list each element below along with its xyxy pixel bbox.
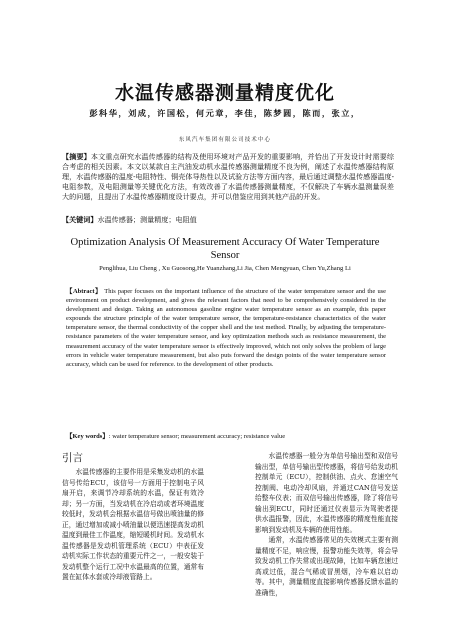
section-heading-introduction: 引言 <box>62 452 83 464</box>
authors-en: Penglihua, Liu Cheng , Xu Guosong,He Yuanzhang,Li Jia, Chen Mengyuan, Chen Yu,Zhang Li <box>99 265 351 272</box>
keywords-cn-text: 水温传感器；测量精度；电阻值 <box>97 215 197 224</box>
keywords-en <box>66 432 386 441</box>
authors-cn: 彭科华，刘成，许国松，何元章，李佳，陈梦圆，陈而，张立， <box>89 108 361 118</box>
abstract-en <box>66 287 386 369</box>
abstract-en-label: 【Abtract】 <box>66 288 103 295</box>
keywords-cn-label: 【关键词】 <box>62 215 98 224</box>
body-paragraph: 水温传感器一般分为单信号输出型和双信号输出型，单信号输出型传感器，将信号给发动机控制单元（ECU），控制供油、点火、怠速空气控制阀、电动冷却风扇，并通过CAN信号发送给整车仪表；而双信号输出传感器，除了将信号输出到ECU，同时还通过仪表显示为驾驶者提供水温报警，因此，水温传感器的精度性能直接影响到发动机及车辆的使用性能。 <box>255 452 398 534</box>
keywords-en-label: 【Key words】 <box>66 433 109 440</box>
body-column-left <box>62 451 204 583</box>
body-column-right <box>255 451 398 598</box>
affiliation-cn: 东风汽车集团有限公司技术中心 <box>178 137 272 143</box>
paper-title-cn: 水温传感器测量精度优化 <box>114 82 335 104</box>
abstract-en-text: This paper focuses on the important influence of the structure of the water temperature sensor and the use environment on product development, and gives the relevant factors that need to be comprehensively considered in the development and design. Taking an autonomous gasoline engine water temperature sensor as an example, this paper expounds the structure principle of the water temperature sensor, the temperature-resistance characteristics of the water temperature sensor, the thermal conductivity of the copper shell and the test method. Finally, by adjusting the temperature-resistance parameters of the water temperature sensor, and key optimization methods such as resistance measurement, the measurement accuracy of the water temperature sensor is effectively improved, which not only solves the problem of large errors in vehicle water temperature measurement, but also puts forward the design points of the water temperature sensor accuracy, which can be used for reference. to the development of other products. <box>66 288 387 368</box>
abstract-cn-text: 本文重点研究水温传感器的结构及使用环境对产品开发的重要影响，并恰出了开发设计时需要综合考虑的相关因素。本文以某款自主汽油发动机水温传感器测量精度不良为例，阐述了水温传感器结构原理，水温传感器的温度-电阻特性、铜壳体导热性以及试验方法等方面内容，最后通过调整水温传感器温度-电阻参数，及电阻测量等关键优化方法，有效改善了水温传感器测量精度，不仅解决了车辆水温测量误差大的问题，且提出了水温传感器精度设计要点，并可以借鉴应用到其他产品的开发。 <box>62 152 395 202</box>
abstract-cn <box>62 152 394 202</box>
keywords-cn <box>62 215 394 225</box>
body-paragraph: 水温传感器的主要作用是采集发动机的水温信号传给ECU，该信号一方面用于控制电子风扇开启，来调节冷却系统的水温，保证有效冷却；另一方面，当发动机在冷启动或者环境温度较低时，发动机会根据水温信号做出喷油量的修正，通过增加或减小喷油量以便迅速提高发动机温度到最佳工作温度，缩短暖机时间。发动机水温传感器是发动机管理系统（ECU）中表征发动机实际工作状态的重要元件之一，一般安装于发动机整个运行工况中水温最高的位置，通常布置在缸体水套或冷却液管路上。 <box>62 468 204 581</box>
body-paragraph: 通常，水温传感器常见的失效模式主要有测量精度不足，响应慢，报警功能失效等，将会导致发动机工作失常或出现故障，比如车辆怠速过高或过低，混合气稀或冒黑烟，冷车难以启动等。其中，测量精度直接影响传感器反馈水温的准确性， <box>255 536 398 597</box>
abstract-cn-label: 【摘要】 <box>62 152 91 161</box>
paper-title-en: Optimization Analysis Of Measurement Accuracy Of Water Temperature Sensor <box>70 237 380 261</box>
keywords-en-text: : water temperature sensor; measurement accuracy; resistance value <box>108 433 286 440</box>
